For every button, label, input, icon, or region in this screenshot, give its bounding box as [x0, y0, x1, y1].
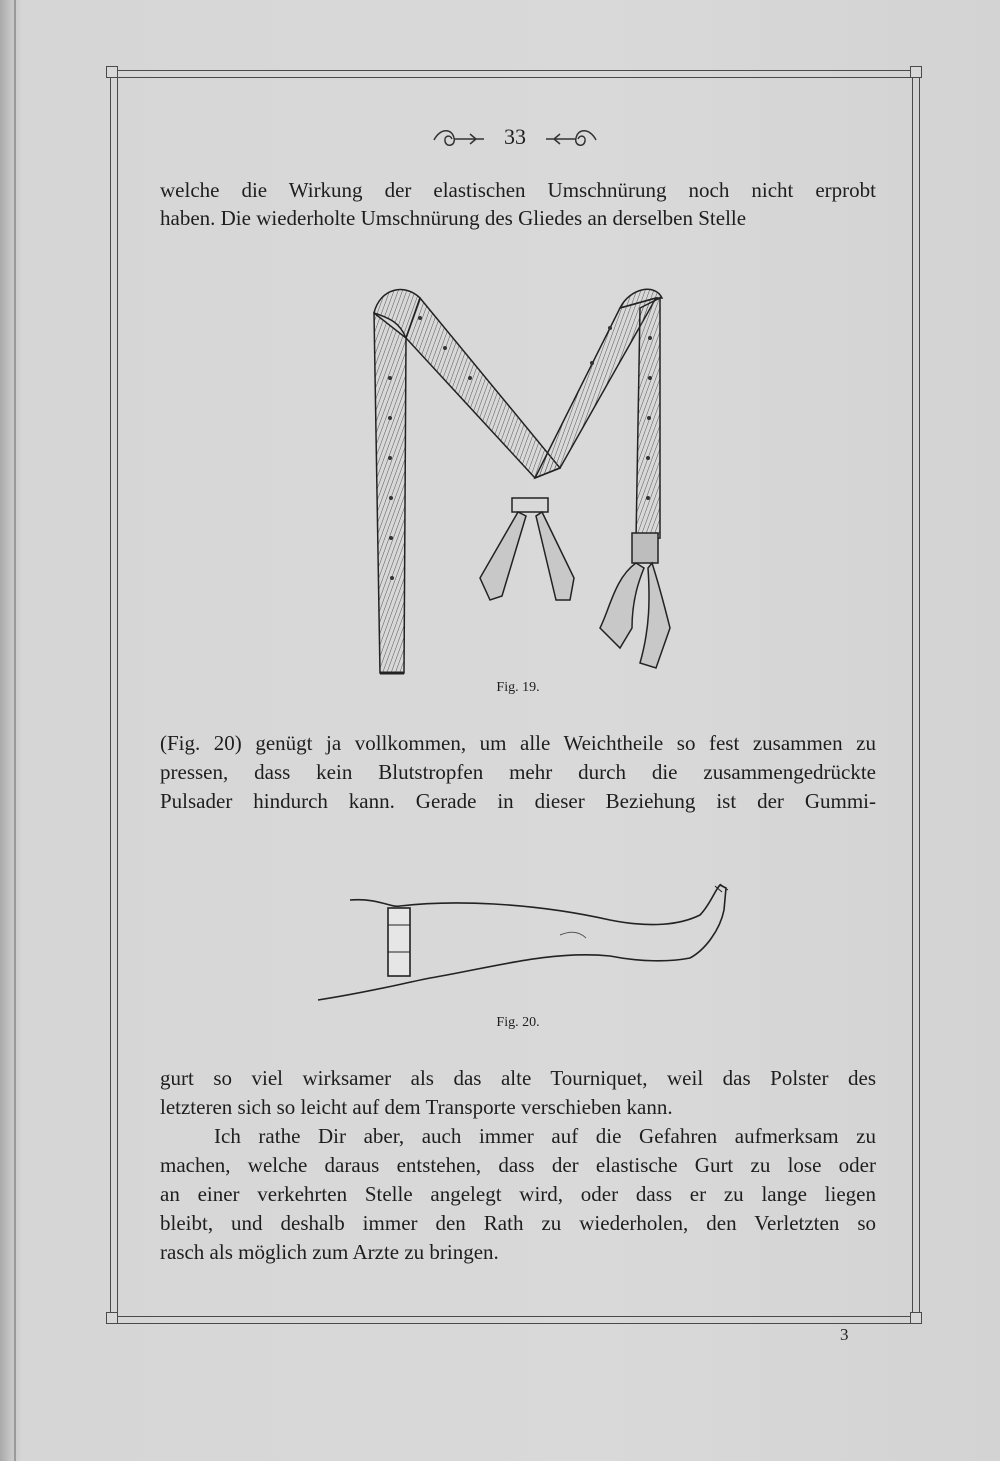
text-line: Pulsader hindurch kann. Gerade in dieser Beziehung ist der Gummi-	[160, 789, 876, 813]
text-line: machen, welche daraus entstehen, dass der elastische Gurt zu lose oder	[160, 1153, 876, 1177]
page-header	[400, 118, 630, 158]
text-line: gurt so viel wirksamer als das alte Tourniquet, weil das Polster des	[160, 1066, 876, 1090]
text-line: letzteren sich so leicht auf dem Transporte verschieben kann.	[160, 1095, 673, 1119]
page-number: 33	[504, 124, 526, 149]
suspenders-illustration	[360, 278, 690, 678]
right-flourish-icon	[544, 126, 600, 152]
text-line: (Fig. 20) genügt ja vollkommen, um alle Weichtheile so fest zusammen zu	[160, 731, 876, 755]
leg-with-elastic-band-illustration	[310, 880, 740, 1010]
text-line: pressen, dass kein Blutstropfen mehr durch die zusammengedrückte	[160, 760, 876, 784]
signature-mark: 3	[840, 1325, 849, 1344]
frame-corner-ornament	[910, 1312, 922, 1324]
text-line: Ich rathe Dir aber, auch immer auf die Gefahren aufmerksam zu	[214, 1124, 876, 1148]
text-line: welche die Wirkung der elastischen Umschnürung noch nicht erprobt	[160, 178, 876, 202]
text-line: haben. Die wiederholte Umschnürung des Gliedes an derselben Stelle	[160, 206, 747, 230]
figure-caption: Fig. 20.	[496, 1015, 540, 1030]
text-line: bleibt, und deshalb immer den Rath zu wiederholen, den Verletzten so	[160, 1211, 876, 1235]
frame-corner-ornament	[910, 66, 922, 78]
binding-edge	[14, 0, 16, 1461]
figure-caption: Fig. 19.	[496, 680, 540, 695]
frame-corner-ornament	[106, 1312, 118, 1324]
text-line: rasch als möglich zum Arzte zu bringen.	[160, 1240, 499, 1264]
frame-corner-ornament	[106, 66, 118, 78]
text-line: an einer verkehrten Stelle angelegt wird, oder dass er zu lange liegen	[160, 1182, 876, 1206]
